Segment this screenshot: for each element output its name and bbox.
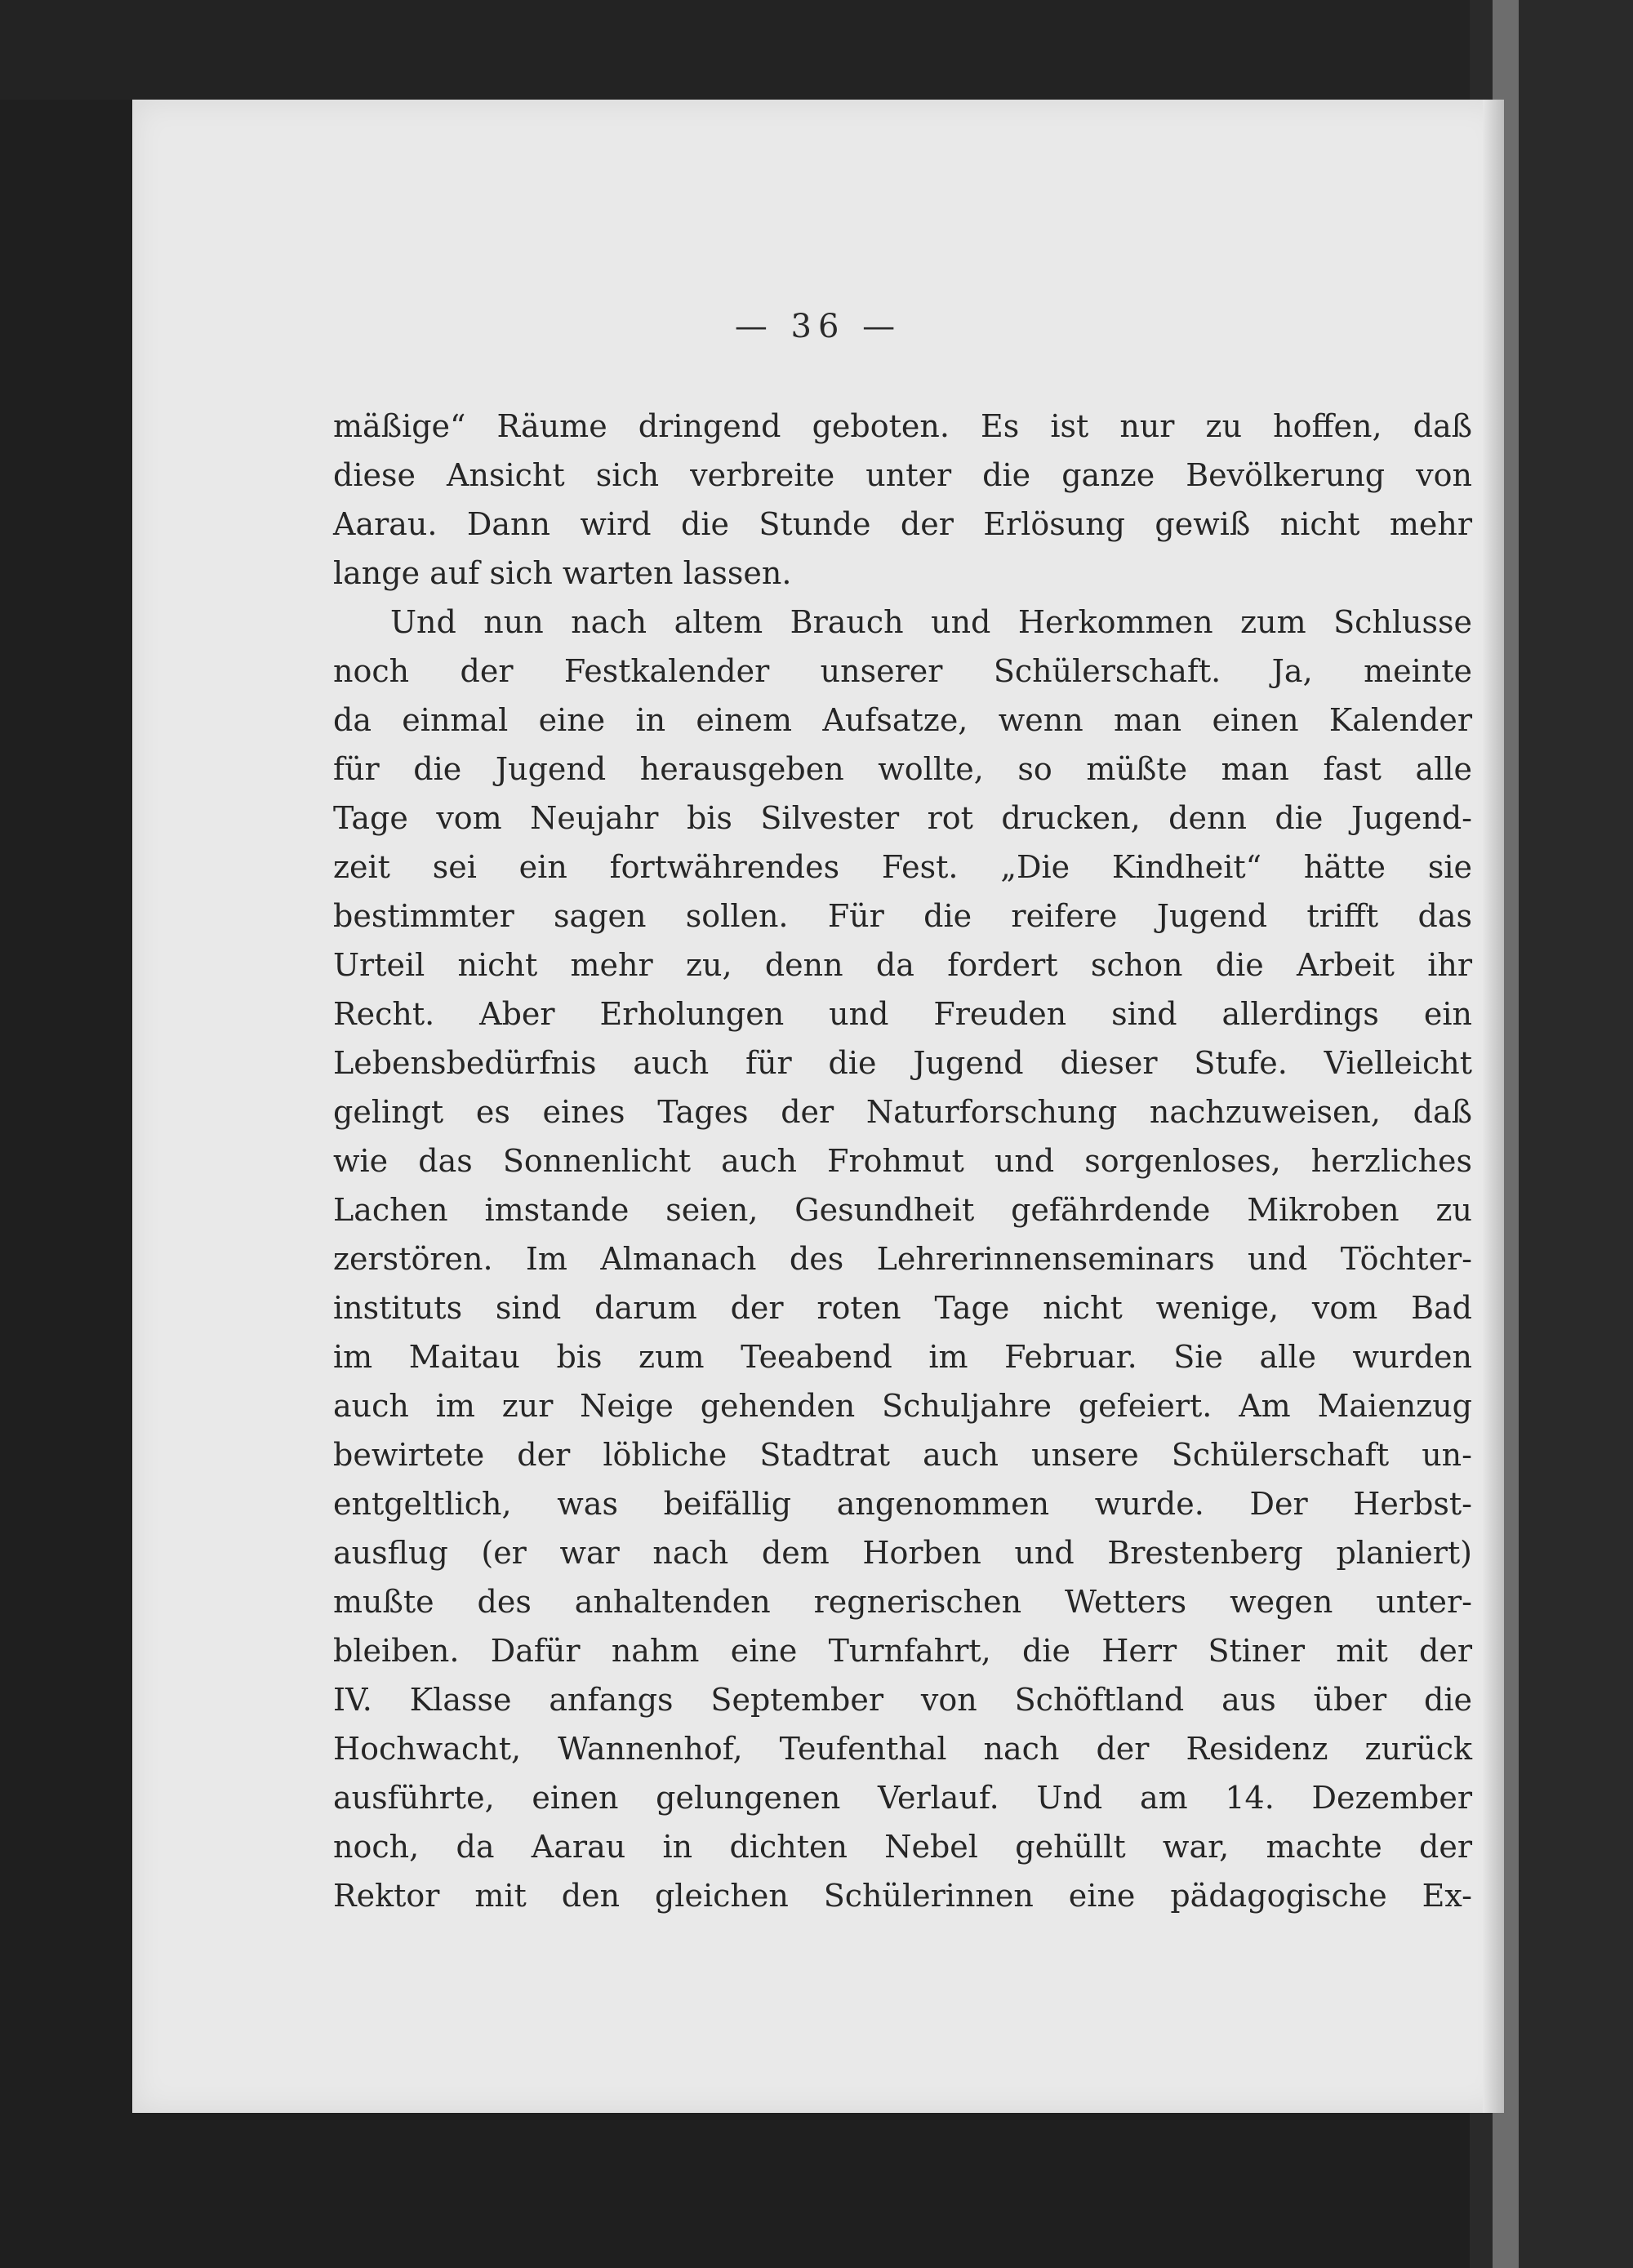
text-line: im Maitau bis zum Teeabend im Februar. Sie alle wurden	[333, 1339, 1472, 1375]
text-line: zerstören. Im Almanach des Lehrerinnenseminars und Töchter-	[333, 1241, 1472, 1277]
text-line: Lebensbedürfnis auch für die Jugend dieser Stufe. Vielleicht	[333, 1045, 1472, 1081]
text-line: IV. Klasse anfangs September von Schöftland aus über die	[333, 1682, 1472, 1718]
text-line: wie das Sonnenlicht auch Frohmut und sorgenloses, herzliches	[333, 1143, 1472, 1179]
text-line: diese Ansicht sich verbreite unter die ganze Bevölkerung von	[333, 457, 1472, 493]
text-line: noch der Festkalender unserer Schülerschaft. Ja, meinte	[333, 653, 1472, 689]
text-line: Hochwacht, Wannenhof, Teufenthal nach der Residenz zurück	[333, 1731, 1472, 1767]
text-line: ausflug (er war nach dem Horben und Brestenberg planiert)	[333, 1535, 1472, 1571]
book-page	[132, 100, 1504, 2113]
text-line: Tage vom Neujahr bis Silvester rot drucken, denn die Jugend-	[333, 800, 1472, 836]
text-line: noch, da Aarau in dichten Nebel gehüllt war, machte der	[333, 1829, 1472, 1865]
text-line: bleiben. Dafür nahm eine Turnfahrt, die Herr Stiner mit der	[333, 1633, 1472, 1669]
page-gutter-shadow	[1483, 100, 1504, 2113]
text-line: mäßige“ Räume dringend geboten. Es ist nur zu hoffen, daß	[333, 408, 1472, 444]
text-line: Urteil nicht mehr zu, denn da fordert schon die Arbeit ihr	[333, 947, 1472, 983]
text-line: da einmal eine in einem Aufsatze, wenn man einen Kalender	[333, 702, 1472, 738]
text-line: für die Jugend herausgeben wollte, so müßte man fast alle	[333, 751, 1472, 787]
body-text	[333, 402, 1472, 1920]
text-line: Rektor mit den gleichen Schülerinnen eine pädagogische Ex-	[333, 1878, 1472, 1914]
scan-background-top	[0, 0, 1633, 100]
paragraph-first-line: Und nun nach altem Brauch und Herkommen zum Schlusse	[390, 604, 1472, 640]
text-line: auch im zur Neige gehenden Schuljahre gefeiert. Am Maienzug	[333, 1388, 1472, 1424]
text-line: mußte des anhaltenden regnerischen Wetters wegen unter-	[333, 1584, 1472, 1620]
text-line: gelingt es eines Tages der Naturforschung nachzuweisen, daß	[333, 1094, 1472, 1130]
text-line: entgeltlich, was beifällig angenommen wurde. Der Herbst-	[333, 1486, 1472, 1522]
page-number: — 36 —	[734, 308, 902, 345]
text-line: lange auf sich warten lassen.	[333, 555, 792, 591]
text-line: Aarau. Dann wird die Stunde der Erlösung gewiß nicht mehr	[333, 506, 1472, 542]
text-line: bewirtete der löbliche Stadtrat auch unsere Schülerschaft un-	[333, 1437, 1472, 1473]
text-line: zeit sei ein fortwährendes Fest. „Die Kindheit“ hätte sie	[333, 849, 1472, 885]
text-line: ausführte, einen gelungenen Verlauf. Und am 14. Dezember	[333, 1780, 1472, 1816]
text-line: bestimmter sagen sollen. Für die reifere Jugend trifft das	[333, 898, 1472, 934]
text-line: Lachen imstande seien, Gesundheit gefährdende Mikroben zu	[333, 1192, 1472, 1228]
text-line: Recht. Aber Erholungen und Freuden sind allerdings ein	[333, 996, 1472, 1032]
text-line: instituts sind darum der roten Tage nicht wenige, vom Bad	[333, 1290, 1472, 1326]
